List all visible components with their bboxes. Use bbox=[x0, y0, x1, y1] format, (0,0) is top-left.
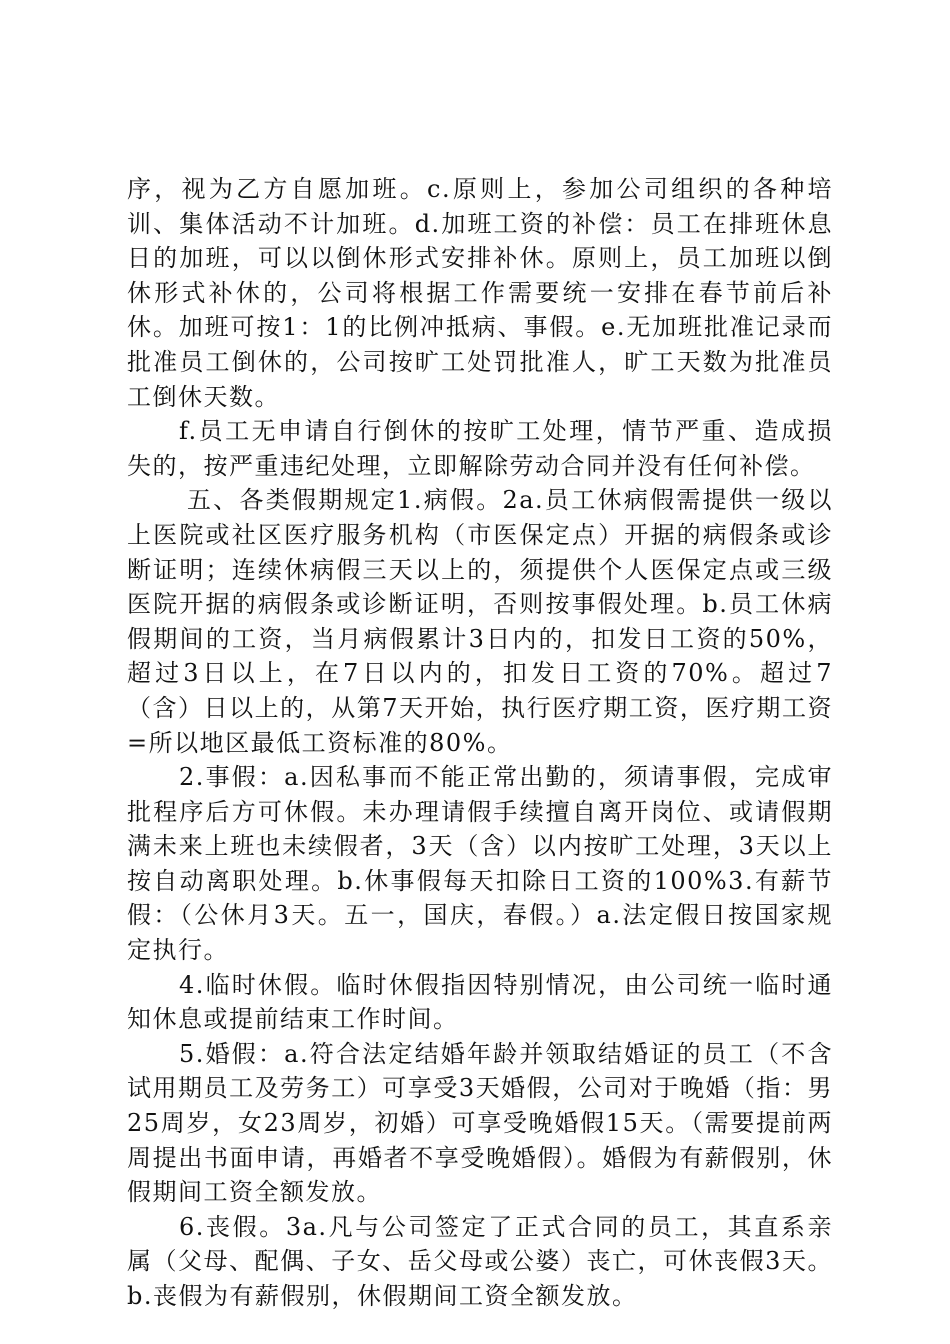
paragraph-marriage-leave: 5.婚假：a.符合法定结婚年龄并领取结婚证的员工（不含试用期员工及劳务工）可享受3天婚假，公司对于晚婚（指：男25周岁，女23周岁，初婚）可享受晚婚假15天。（需要提前两周提出书面申请，再婚者不享受晚婚假）。婚假为有薪假别，休假期间工资全额发放。 bbox=[127, 1039, 833, 1207]
paragraph-bereavement-leave: 6.丧假。3a.凡与公司签定了正式合同的员工，其直系亲属（父母、配偶、子女、岳父母或公婆）丧亡，可休丧假3天。b.丧假为有薪假别，休假期间工资全额发放。 bbox=[127, 1212, 833, 1310]
paragraph-temporary-leave: 4.临时休假。临时休假指因特别情况，由公司统一临时通知休息或提前结束工作时间。 bbox=[127, 970, 833, 1034]
paragraph-unauthorized-leave: f.员工无申请自行倒休的按旷工处理，情节严重、造成损失的，按严重违纪处理，立即解除劳动合同并没有任何补偿。 bbox=[127, 417, 833, 480]
paragraph-overtime-continuation: 序，视为乙方自愿加班。c.原则上，参加公司组织的各种培训、集体活动不计加班。d.加班工资的补偿：员工在排班休息日的加班，可以以倒休形式安排补休。原则上，员工加班以倒休形式补休的，公司将根据工作需要统一安排在春节前后补休。加班可按1：1的比例冲抵病、事假。e.无加班批准记录而批准员工倒休的，公司按旷工处罚批准人，旷工天数为批准员工倒休天数。 bbox=[127, 175, 833, 411]
paragraph-personal-leave: 2.事假：a.因私事而不能正常出勤的，须请事假，完成审批程序后方可休假。未办理请假手续擅自离开岗位、或请假期满未来上班也未续假者，3天（含）以内按旷工处理，3天以上按自动离职处理。b.休事假每天扣除日工资的100%3.有薪节假：（公休月3天。五一，国庆，春假。）a.法定假日按国家规定执行。 bbox=[127, 763, 833, 965]
paragraph-sick-leave: 五、各类假期规定1.病假。2a.员工休病假需提供一级以上医院或社区医疗服务机构（市医保定点）开据的病假条或诊断证明；连续休病假三天以上的，须提供个人医保定点或三级医院开据的病假条或诊断证明，否则按事假处理。b.员工休病假期间的工资，当月病假累计3日内的，扣发日工资的50%，超过3日以上，在7日以内的，扣发日工资的70%。超过7（含）日以上的，从第7天开始，执行医疗期工资，医疗期工资=所以地区最低工资标准的80%。 bbox=[127, 486, 833, 757]
document-body bbox=[127, 172, 833, 1314]
